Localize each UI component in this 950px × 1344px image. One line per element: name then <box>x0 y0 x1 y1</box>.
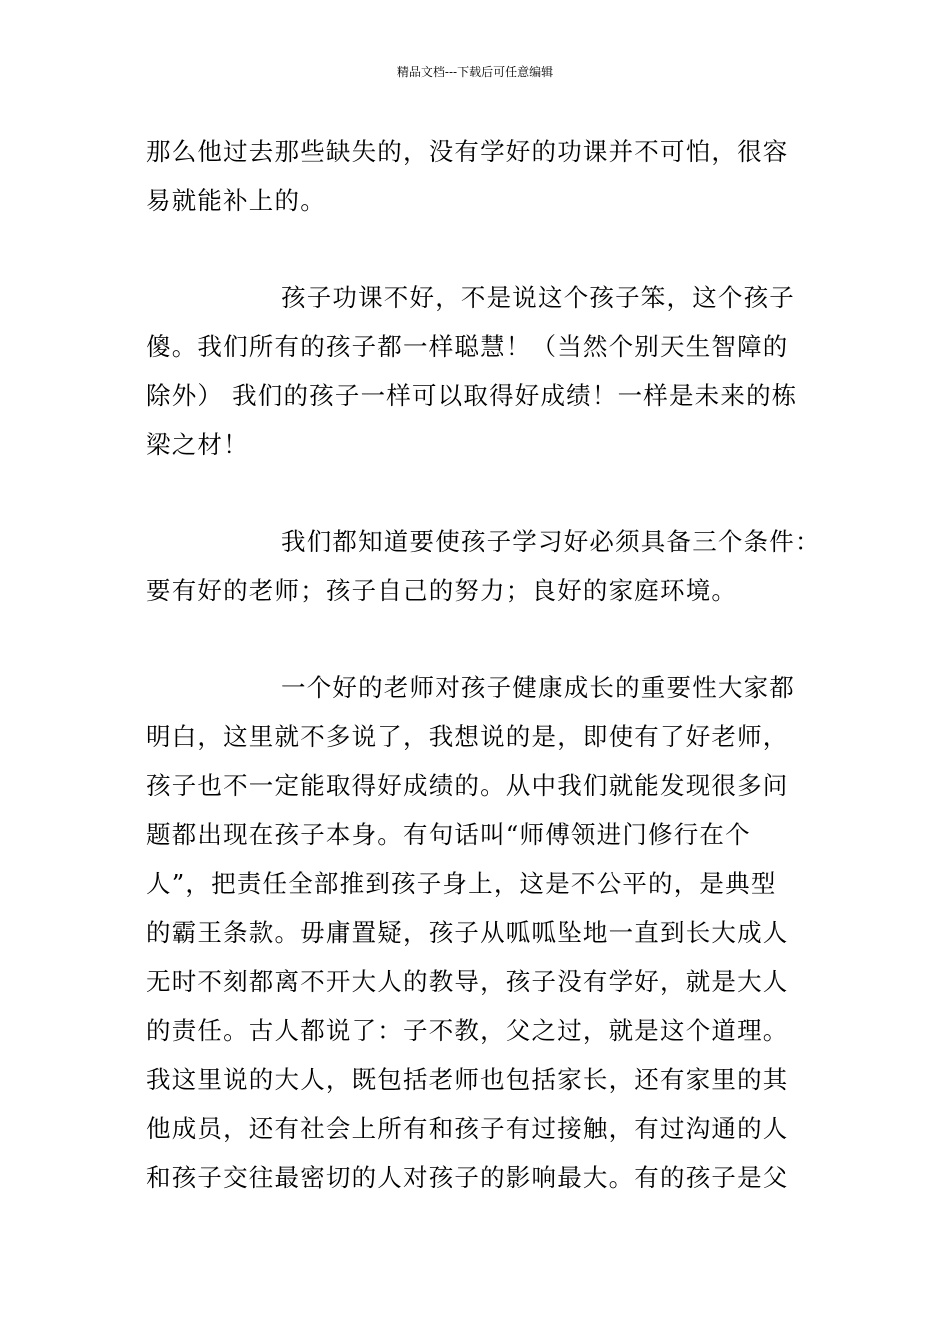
text-line: 那么他过去那些缺失的，没有学好的功课并不可怕，很容 <box>146 137 789 166</box>
text-line: 一个好的老师对孩子健康成长的重要性大家都 <box>281 673 795 702</box>
text-line: 易就能补上的。 <box>146 186 326 215</box>
text-line: 孩子也不一定能取得好成绩的。从中我们就能发现很多问 <box>146 771 789 800</box>
text-line: 我这里说的大人，既包括老师也包括家长，还有家里的其 <box>146 1065 789 1094</box>
text-line: 他成员，还有社会上所有和孩子有过接触，有过沟通的人 <box>146 1114 789 1143</box>
text-line: 明白，这里就不多说了，我想说的是，即使有了好老师， <box>146 722 789 751</box>
text-line: 除外） 我们的孩子一样可以取得好成绩！一样是未来的栋 <box>146 381 798 410</box>
text-line: 和孩子交往最密切的人对孩子的影响最大。有的孩子是父 <box>146 1163 789 1192</box>
page-header: 精品文档---下载后可任意编辑 <box>396 65 554 79</box>
text-line: 傻。我们所有的孩子都一样聪慧！（当然个别天生智障的 <box>146 332 789 361</box>
document-body <box>146 127 821 1202</box>
paragraph-2 <box>146 273 810 469</box>
paragraph-1 <box>146 127 810 225</box>
text-line: 孩子功课不好，不是说这个孩子笨，这个孩子 <box>281 283 795 312</box>
text-line: 要有好的老师；孩子自己的努力；良好的家庭环境。 <box>146 576 738 605</box>
text-line: 的责任。古人都说了：子不教，父之过，就是这个道理。 <box>146 1016 789 1045</box>
text-line: 无时不刻都离不开大人的教导，孩子没有学好，就是大人 <box>146 967 789 996</box>
text-line: 我们都知道要使孩子学习好必须具备三个条件： <box>281 527 821 556</box>
text-line: 题都出现在孩子本身。有句话叫“师傅领进门修行在个 <box>146 820 751 849</box>
text-line: 人”，把责任全部推到孩子身上，这是不公平的，是典型 <box>146 869 777 898</box>
text-line: 梁之材！ <box>146 430 249 459</box>
paragraph-4 <box>146 663 810 1202</box>
paragraph-3 <box>146 517 821 615</box>
text-line: 的霸王条款。毋庸置疑，孩子从呱呱坠地一直到长大成人 <box>146 918 789 947</box>
